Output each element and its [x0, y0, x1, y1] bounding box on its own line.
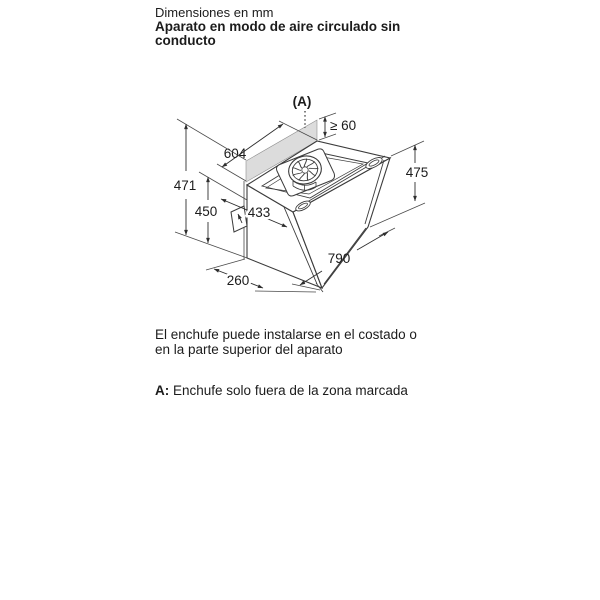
dimension-label-total-height: 471: [173, 178, 197, 193]
power-socket-icon: [231, 206, 247, 232]
plug-note-line1: El enchufe puede instalarse en el costado o: [155, 327, 417, 342]
page-title-line2: conducto: [155, 33, 216, 48]
dimension-label-side-depth: 433: [247, 205, 271, 220]
dimension-rear-height: [195, 172, 247, 243]
units-note: Dimensiones en mm: [155, 5, 274, 20]
zone-note: [155, 383, 408, 398]
zone-note-prefix: A:: [155, 383, 170, 398]
zone-note-text: Enchufe solo fuera de la zona marcada: [173, 383, 408, 398]
dimension-min-clearance: [319, 113, 356, 140]
dimension-total-height: [174, 119, 250, 259]
dimension-label-min-clearance: ≥ 60: [330, 118, 357, 133]
dimension-label-rear-height: 450: [194, 204, 218, 219]
plug-note-line2: en la parte superior del aparato: [155, 342, 343, 357]
dimension-label-top-width: 604: [223, 146, 247, 161]
page-title-line1: Aparato en modo de aire circulado sin: [155, 19, 401, 34]
zone-label: (A): [292, 94, 312, 109]
dimension-label-front-width: 790: [327, 251, 351, 266]
dimension-label-bottom-depth: 260: [226, 273, 250, 288]
dimension-label-right-height: 475: [405, 165, 429, 180]
